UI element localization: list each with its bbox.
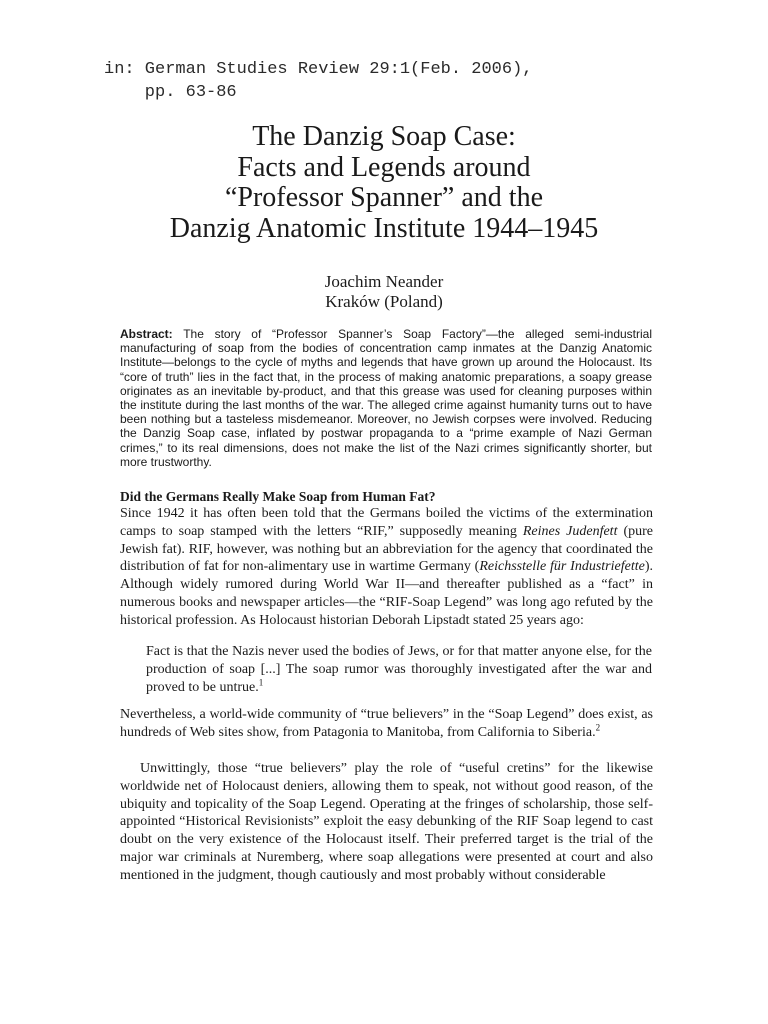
citation-line-2: pp. 63-86 (104, 83, 237, 102)
citation-line-1: in: German Studies Review 29:1(Feb. 2006), (104, 60, 533, 79)
abstract (120, 327, 652, 469)
paragraph-1-part-b: (pure Jewish fat). RIF, however, was nothing but an abbreviation for the agency that coordinated the distribution of fat for non-alimentary use in wartime Germany ( (120, 523, 653, 575)
author-affiliation: Kraków (Poland) (325, 292, 443, 311)
paragraph-1-italic-1: Reines Judenfett (522, 523, 618, 539)
paragraph-3-text: Unwittingly, those “true believers” play the role of “useful cretins” for the likewise worldwide net of Holocaust deniers, allowing them to speak, not without good reason, of the ubiquity and topicality of the Soap Legend. Operating at the fringes of scholarship, those self-appointed “Historical Revisionists” exploit the easy debunking of the RIF Soap legend to cast doubt on the very existence of the Holocaust itself. Their preferred target is the trial of the major war criminals at Nuremberg, where soap allegations were presented at court and also mentioned in the judgment, though cautiously and most probably without considerable (120, 761, 653, 883)
paper-title (0, 122, 768, 244)
paragraph-1-part-c: ). Although widely rumored during World War II—and thereafter published as a “fact” in numerous books and newspaper articles—the “RIF-Soap Legend” was long ago refuted by the historical profession. As Holocaust historian Deborah Lipstadt stated 25 years ago: (120, 559, 653, 628)
abstract-label: Abstract: (120, 327, 173, 341)
section-heading: Did the Germans Really Make Soap from Human Fat? (120, 489, 436, 504)
title-line-3: “Professor Spanner” and the (224, 182, 543, 213)
paragraph-2 (120, 706, 653, 742)
paragraph-2-text: Nevertheless, a world-wide community of “true believers” in the “Soap Legend” does exist, as hundreds of Web sites show, from Patagonia to Manitoba, from California to Siberia. (120, 707, 653, 740)
title-line-1: The Danzig Soap Case: (252, 121, 516, 152)
abstract-text: The story of “Professor Spanner’s Soap Factory”—the alleged semi-industrial manufacturing of soap from the bodies of concentration camp inmates at the Danzig Anatomic Institute—belongs to the cycle of myths and legends that have grown up around the Holocaust. Its “core of truth” lies in the fact that, in the process of making anatomic preparations, a soapy grease originates as an inevitable by-product, and that this grease was used for cleaning purposes within the institute during the last months of the war. The alleged crime against humanity turns out to have been nothing but a tasteless misdemeanor. Moreover, no Jewish corpses were involved. Reducing the Danzig Soap case, inflated by postwar propaganda to a “prime example of Nazi German crimes,” to its real dimensions, does not make the list of the Nazi crimes significantly shorter, but more trustworthy. (120, 327, 652, 469)
paragraph-1-italic-2: Reichsstelle für Industriefette (479, 559, 645, 575)
title-line-2: Facts and Legends around (237, 151, 531, 183)
quote-text: Fact is that the Nazis never used the bodies of Jews, or for that matter anyone else, for the production of soap [...] The soap rumor was thoroughly investigated after the war and proved to be untrue. (146, 644, 652, 695)
block-quote (146, 643, 652, 696)
author-name: Joachim Neander (324, 272, 444, 291)
title-line-4: Danzig Anatomic Institute 1944–1945 (169, 212, 599, 244)
paragraph-3 (120, 760, 653, 885)
footnote-ref-1[interactable]: 1 (258, 676, 264, 687)
paragraph-1 (120, 505, 653, 630)
citation-header (104, 58, 532, 104)
paragraph-1-part-a: Since 1942 it has often been told that the Germans boiled the victims of the extermination camps to soap stamped with the letters “RIF,” supposedly meaning (120, 506, 653, 539)
author-block (0, 272, 768, 312)
footnote-ref-2[interactable]: 2 (595, 722, 601, 733)
